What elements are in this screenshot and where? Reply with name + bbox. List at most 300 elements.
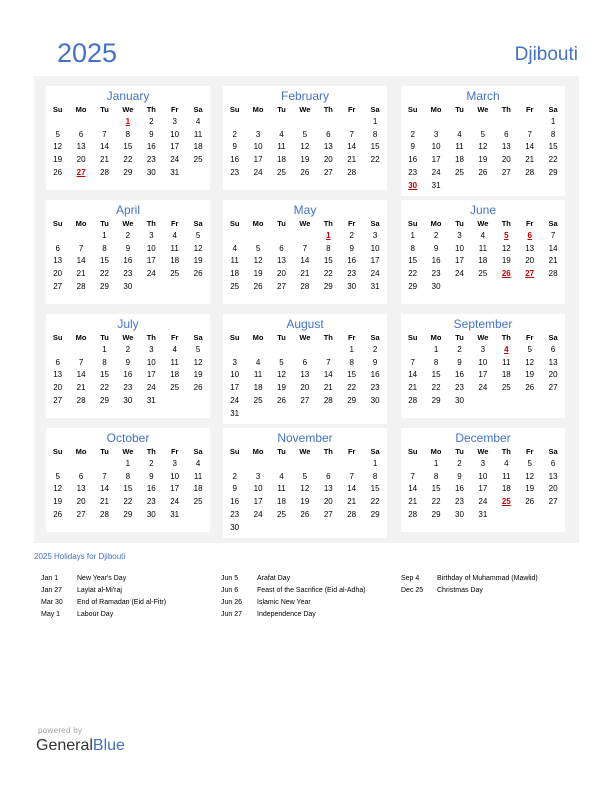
month-title: September xyxy=(453,317,513,331)
day-cell: 22 xyxy=(123,155,133,165)
weekday-label: Mo xyxy=(75,219,87,228)
weekday-header xyxy=(223,446,387,458)
day-cell: 27 xyxy=(548,383,558,393)
weekday-label: Fr xyxy=(347,219,356,228)
day-cell: 7 xyxy=(326,357,331,367)
weekday-label: Sa xyxy=(193,447,203,456)
day-cell: 1 xyxy=(372,459,378,468)
day-cell: 9 xyxy=(149,471,154,481)
day-cell: 27 xyxy=(277,281,286,291)
weekday-label: We xyxy=(122,105,134,114)
day-cell: 14 xyxy=(347,484,357,494)
day-cell: 5 xyxy=(255,243,261,253)
day-cell: 29 xyxy=(123,167,133,177)
day-cell: 21 xyxy=(300,269,310,279)
day-cell: 28 xyxy=(76,395,86,405)
day-cell: 27 xyxy=(53,281,63,291)
day-cell: 24 xyxy=(455,269,464,279)
day-cell: 19 xyxy=(501,256,511,266)
day-cell: 20 xyxy=(548,484,558,494)
day-cell: 3 xyxy=(255,471,261,481)
holiday-name: Islamic New Year xyxy=(257,599,311,606)
day-cell: 23 xyxy=(408,167,418,177)
day-cell: 14 xyxy=(323,370,333,380)
weekday-label: We xyxy=(299,447,311,456)
day-cell: 24 xyxy=(478,383,488,393)
weekday-label: Sa xyxy=(370,105,380,114)
day-cell: 1 xyxy=(102,231,107,240)
weekday-header xyxy=(46,446,210,458)
weekday-label: Sa xyxy=(548,447,558,456)
day-cell: 6 xyxy=(504,129,509,139)
weekday-label: Fr xyxy=(347,105,356,114)
holiday-day-cell: 27 xyxy=(76,167,86,177)
day-cell: 10 xyxy=(431,142,441,152)
day-cell: 14 xyxy=(408,370,418,380)
day-cell: 29 xyxy=(431,395,441,405)
day-cell: 15 xyxy=(370,484,380,494)
day-cell: 29 xyxy=(548,167,558,177)
day-cell: 15 xyxy=(123,142,133,152)
weekday-label: Su xyxy=(229,219,240,228)
weekday-label: Mo xyxy=(252,219,264,228)
day-cell: 27 xyxy=(501,167,511,177)
day-cell: 7 xyxy=(302,243,308,253)
holiday-name: Arafat Day xyxy=(257,575,291,582)
day-cell: 22 xyxy=(323,269,333,279)
weekday-label: Sa xyxy=(193,219,203,228)
day-cell: 23 xyxy=(455,497,464,507)
day-cell: 15 xyxy=(408,256,418,266)
day-cell: 19 xyxy=(478,155,488,165)
weekday-label: Tu xyxy=(100,219,109,228)
day-cell: 21 xyxy=(323,383,333,393)
holidays-heading: 2025 Holidays for Djibouti xyxy=(34,552,126,561)
day-cell: 7 xyxy=(78,243,84,253)
day-cell: 20 xyxy=(323,497,333,507)
weekday-label: Fr xyxy=(170,105,179,114)
day-cell: 2 xyxy=(457,345,462,354)
day-cell: 20 xyxy=(548,370,558,380)
day-cell: 8 xyxy=(433,357,439,367)
day-cell: 18 xyxy=(193,484,203,494)
holiday-name: New Year's Day xyxy=(77,575,127,582)
day-cell: 17 xyxy=(230,383,240,393)
day-cell: 13 xyxy=(501,142,511,152)
day-cell: 4 xyxy=(279,129,284,139)
weekday-label: Fr xyxy=(347,333,356,342)
day-cell: 23 xyxy=(347,269,357,279)
day-cell: 19 xyxy=(525,370,535,380)
day-cell: 28 xyxy=(408,395,418,405)
day-cell: 13 xyxy=(76,484,86,494)
day-cell: 2 xyxy=(125,231,131,240)
day-cell: 8 xyxy=(102,243,107,253)
weekday-label: We xyxy=(299,333,311,342)
weekday-label: Tu xyxy=(100,105,109,114)
holiday-name: Feast of the Sacrifice (Eid al-Adha) xyxy=(257,587,366,594)
day-cell: 28 xyxy=(347,167,357,177)
month-november xyxy=(223,428,387,538)
holiday-name: Laylat al-Mi'raj xyxy=(77,587,122,594)
weekday-label: Mo xyxy=(75,333,87,342)
weekday-label: Mo xyxy=(430,333,442,342)
day-cell: 5 xyxy=(302,129,308,139)
day-cell: 11 xyxy=(253,370,263,380)
day-cell: 18 xyxy=(230,269,240,279)
day-cell: 16 xyxy=(146,142,156,152)
weekday-label: Fr xyxy=(170,447,179,456)
day-cell: 6 xyxy=(279,243,284,253)
day-cell: 8 xyxy=(410,243,415,253)
day-cell: 5 xyxy=(55,129,60,139)
day-cell: 11 xyxy=(193,471,203,481)
day-cell: 5 xyxy=(55,471,60,481)
day-cell: 18 xyxy=(455,155,464,165)
day-cell: 21 xyxy=(100,497,109,507)
weekday-label: Th xyxy=(323,447,333,456)
day-cell: 26 xyxy=(300,167,310,177)
calendar-panel xyxy=(34,76,579,543)
day-cell: 30 xyxy=(123,281,133,291)
weekday-label: Th xyxy=(146,333,156,342)
day-cell: 23 xyxy=(123,269,133,279)
day-cell: 25 xyxy=(193,155,203,165)
day-cell: 22 xyxy=(370,155,380,165)
day-cell: 8 xyxy=(125,471,131,481)
day-cell: 4 xyxy=(232,243,237,253)
day-cell: 20 xyxy=(53,383,63,393)
month-january xyxy=(46,86,210,190)
day-cell: 23 xyxy=(370,383,380,393)
day-cell: 24 xyxy=(170,497,180,507)
day-cell: 9 xyxy=(232,142,237,152)
day-cell: 1 xyxy=(349,345,354,354)
day-cell: 5 xyxy=(302,471,308,481)
day-cell: 2 xyxy=(372,345,378,354)
day-cell: 11 xyxy=(170,243,179,253)
day-cell: 17 xyxy=(370,256,380,266)
day-cell: 18 xyxy=(277,497,286,507)
day-cell: 25 xyxy=(478,269,488,279)
day-cell: 8 xyxy=(326,243,331,253)
day-cell: 28 xyxy=(323,395,333,405)
day-cell: 26 xyxy=(193,383,203,393)
day-cell: 14 xyxy=(347,142,357,152)
day-cell: 19 xyxy=(193,256,203,266)
day-cell: 11 xyxy=(277,484,286,494)
day-cell: 15 xyxy=(100,256,109,266)
day-cell: 21 xyxy=(100,155,109,165)
day-cell: 26 xyxy=(300,509,310,519)
day-cell: 25 xyxy=(455,167,464,177)
month-title: December xyxy=(455,431,511,445)
day-cell: 21 xyxy=(408,497,418,507)
day-cell: 25 xyxy=(193,497,203,507)
day-cell: 14 xyxy=(100,484,109,494)
weekday-header xyxy=(46,332,210,344)
day-cell: 20 xyxy=(525,256,535,266)
day-cell: 16 xyxy=(455,370,464,380)
day-cell: 14 xyxy=(408,484,418,494)
day-cell: 11 xyxy=(170,357,179,367)
day-cell: 24 xyxy=(370,269,380,279)
day-cell: 16 xyxy=(431,256,441,266)
day-cell: 6 xyxy=(55,357,60,367)
brand-logo[interactable] xyxy=(36,737,125,755)
day-cell: 12 xyxy=(193,243,203,253)
day-cell: 1 xyxy=(433,459,439,468)
day-cell: 3 xyxy=(149,231,154,240)
weekday-label: Mo xyxy=(430,105,442,114)
day-cell: 9 xyxy=(457,357,462,367)
day-cell: 12 xyxy=(300,484,310,494)
day-cell: 7 xyxy=(410,357,415,367)
weekday-label: Th xyxy=(146,219,156,228)
day-cell: 6 xyxy=(550,459,556,468)
day-cell: 18 xyxy=(478,256,488,266)
weekday-label: Sa xyxy=(370,447,380,456)
day-cell: 8 xyxy=(349,357,354,367)
day-cell: 23 xyxy=(146,497,156,507)
day-cell: 19 xyxy=(253,269,263,279)
weekday-label: Th xyxy=(323,105,333,114)
day-cell: 17 xyxy=(478,370,488,380)
day-cell: 13 xyxy=(53,256,63,266)
holiday-date: Sep 4 xyxy=(401,575,420,582)
day-cell: 15 xyxy=(323,256,333,266)
weekday-label: Tu xyxy=(277,105,286,114)
day-cell: 14 xyxy=(100,142,109,152)
weekday-label: Su xyxy=(52,219,63,228)
day-cell: 10 xyxy=(478,471,488,481)
day-cell: 26 xyxy=(525,383,535,393)
day-cell: 20 xyxy=(76,497,86,507)
weekday-label: Mo xyxy=(252,333,264,342)
day-cell: 8 xyxy=(102,357,107,367)
weekday-label: Th xyxy=(323,219,333,228)
day-cell: 31 xyxy=(146,395,156,405)
day-cell: 12 xyxy=(253,256,263,266)
day-cell: 28 xyxy=(525,167,535,177)
month-title: May xyxy=(293,203,317,217)
weekday-label: Sa xyxy=(193,333,203,342)
day-cell: 25 xyxy=(170,269,180,279)
weekday-label: We xyxy=(122,333,134,342)
day-cell: 5 xyxy=(195,345,201,354)
weekday-label: Tu xyxy=(455,105,464,114)
holiday-date: Jun 5 xyxy=(221,575,239,582)
day-cell: 4 xyxy=(480,231,486,240)
day-cell: 27 xyxy=(300,395,310,405)
day-cell: 31 xyxy=(478,509,488,519)
holiday-day-cell: 1 xyxy=(125,117,131,126)
day-cell: 25 xyxy=(170,383,180,393)
day-cell: 22 xyxy=(100,269,109,279)
weekday-label: Mo xyxy=(75,447,87,456)
month-december xyxy=(401,428,565,532)
day-cell: 4 xyxy=(172,231,177,240)
day-cell: 20 xyxy=(501,155,511,165)
weekday-label: We xyxy=(477,447,489,456)
weekday-label: Su xyxy=(407,105,418,114)
weekday-label: Th xyxy=(501,105,511,114)
weekday-label: Su xyxy=(407,219,418,228)
day-cell: 4 xyxy=(504,459,509,468)
day-cell: 2 xyxy=(149,459,154,468)
weekday-header xyxy=(223,218,387,230)
day-cell: 30 xyxy=(455,395,464,405)
day-cell: 3 xyxy=(255,129,261,139)
day-cell: 20 xyxy=(300,383,310,393)
day-cell: 18 xyxy=(253,383,263,393)
weekday-label: We xyxy=(299,105,311,114)
day-cell: 11 xyxy=(502,471,511,481)
weekday-label: Fr xyxy=(525,333,534,342)
weekday-label: Th xyxy=(501,447,511,456)
month-april xyxy=(46,200,210,304)
day-cell: 26 xyxy=(53,167,63,177)
day-cell: 5 xyxy=(527,459,532,468)
weekday-label: Fr xyxy=(170,333,179,342)
day-cell: 12 xyxy=(478,142,488,152)
day-cell: 17 xyxy=(170,142,180,152)
day-cell: 24 xyxy=(253,509,263,519)
day-cell: 29 xyxy=(347,395,357,405)
day-cell: 31 xyxy=(170,167,180,177)
day-cell: 7 xyxy=(410,471,415,481)
day-cell: 15 xyxy=(548,142,558,152)
day-cell: 24 xyxy=(478,497,488,507)
day-cell: 11 xyxy=(277,142,286,152)
day-cell: 25 xyxy=(230,281,240,291)
month-title: November xyxy=(277,431,333,445)
holiday-day-cell: 25 xyxy=(501,497,511,507)
weekday-header xyxy=(223,104,387,116)
day-cell: 24 xyxy=(253,167,263,177)
day-cell: 20 xyxy=(76,155,86,165)
day-cell: 1 xyxy=(433,345,439,354)
day-cell: 19 xyxy=(300,155,310,165)
weekday-label: Su xyxy=(52,333,63,342)
day-cell: 14 xyxy=(548,243,558,253)
holiday-name: Christmas Day xyxy=(437,587,483,594)
day-cell: 22 xyxy=(347,383,357,393)
weekday-label: Tu xyxy=(455,219,464,228)
weekday-label: Fr xyxy=(170,219,179,228)
day-cell: 12 xyxy=(193,357,203,367)
day-cell: 18 xyxy=(170,256,180,266)
month-march xyxy=(401,86,565,196)
day-cell: 4 xyxy=(195,117,201,126)
day-cell: 2 xyxy=(125,345,131,354)
holiday-day-cell: 27 xyxy=(525,269,535,279)
day-cell: 3 xyxy=(372,231,378,240)
day-cell: 1 xyxy=(102,345,107,354)
day-cell: 27 xyxy=(76,509,86,519)
weekday-label: We xyxy=(477,333,489,342)
month-title: March xyxy=(466,89,500,103)
day-cell: 10 xyxy=(230,370,240,380)
day-cell: 28 xyxy=(300,281,310,291)
day-cell: 16 xyxy=(370,370,380,380)
weekday-header xyxy=(401,446,565,458)
weekday-label: Su xyxy=(229,333,240,342)
weekday-label: Sa xyxy=(370,333,380,342)
day-cell: 6 xyxy=(326,471,331,481)
day-cell: 18 xyxy=(501,370,511,380)
day-cell: 17 xyxy=(170,484,180,494)
day-cell: 13 xyxy=(525,243,535,253)
day-cell: 16 xyxy=(230,497,240,507)
weekday-label: Fr xyxy=(347,447,356,456)
day-cell: 19 xyxy=(53,497,63,507)
day-cell: 8 xyxy=(550,129,556,139)
weekday-label: We xyxy=(122,447,134,456)
day-cell: 22 xyxy=(548,155,558,165)
day-cell: 23 xyxy=(123,383,133,393)
weekday-label: Su xyxy=(229,447,240,456)
day-cell: 10 xyxy=(253,484,263,494)
day-cell: 3 xyxy=(480,345,486,354)
day-cell: 16 xyxy=(146,484,156,494)
day-cell: 14 xyxy=(76,370,86,380)
day-cell: 7 xyxy=(349,129,354,139)
weekday-label: Su xyxy=(407,333,418,342)
day-cell: 30 xyxy=(123,395,133,405)
day-cell: 26 xyxy=(525,497,535,507)
day-cell: 10 xyxy=(170,129,180,139)
day-cell: 9 xyxy=(457,471,462,481)
weekday-label: Mo xyxy=(430,447,442,456)
day-cell: 19 xyxy=(193,370,203,380)
day-cell: 15 xyxy=(431,370,441,380)
day-cell: 10 xyxy=(253,142,263,152)
day-cell: 26 xyxy=(53,509,63,519)
weekday-label: Tu xyxy=(455,447,464,456)
weekday-label: Th xyxy=(146,105,156,114)
weekday-label: Tu xyxy=(100,447,109,456)
day-cell: 7 xyxy=(78,357,84,367)
holiday-date: Jun 26 xyxy=(221,599,243,606)
day-cell: 19 xyxy=(300,497,310,507)
month-june xyxy=(401,200,565,304)
day-cell: 29 xyxy=(100,395,109,405)
day-cell: 16 xyxy=(123,256,133,266)
holiday-date: Jan 27 xyxy=(41,587,63,594)
day-cell: 24 xyxy=(170,155,180,165)
day-cell: 14 xyxy=(300,256,310,266)
day-cell: 5 xyxy=(480,129,486,139)
day-cell: 6 xyxy=(326,129,331,139)
day-cell: 7 xyxy=(102,471,107,481)
day-cell: 9 xyxy=(433,243,439,253)
day-cell: 30 xyxy=(347,281,357,291)
day-cell: 9 xyxy=(372,357,378,367)
day-cell: 13 xyxy=(323,142,333,152)
day-cell: 13 xyxy=(277,256,286,266)
day-cell: 12 xyxy=(300,142,310,152)
month-september xyxy=(401,314,565,418)
day-cell: 23 xyxy=(431,269,441,279)
weekday-label: Sa xyxy=(193,105,203,114)
month-title: August xyxy=(286,317,324,331)
day-cell: 19 xyxy=(525,484,535,494)
weekday-label: Mo xyxy=(252,447,264,456)
day-cell: 22 xyxy=(100,383,109,393)
day-cell: 8 xyxy=(433,471,439,481)
day-cell: 4 xyxy=(195,459,201,468)
